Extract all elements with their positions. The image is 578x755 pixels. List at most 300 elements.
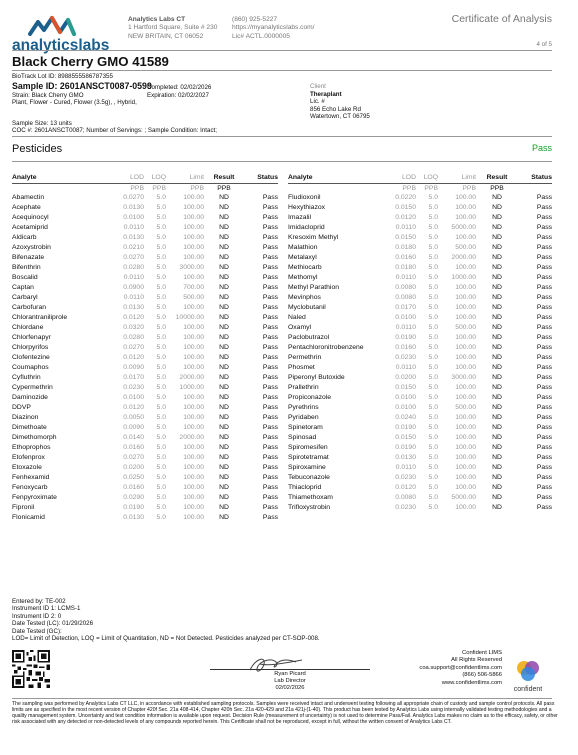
table-row [12, 493, 278, 503]
result-cell: ND [492, 284, 502, 291]
loq-cell: 5.0 [428, 304, 438, 311]
table-row [288, 253, 552, 263]
client-block [310, 83, 370, 121]
analyte-cell: Coumaphos [12, 364, 49, 371]
analyte-cell: Pyrethrins [288, 404, 319, 411]
result-cell: ND [219, 394, 229, 401]
analyte-cell: Kresoxim Methyl [288, 234, 339, 241]
analyte-cell: Flonicamid [12, 514, 45, 521]
loq-cell: 5.0 [156, 224, 166, 231]
limit-cell: 100.00 [455, 414, 476, 421]
loq-cell: 5.0 [428, 324, 438, 331]
loq-cell: 5.0 [428, 434, 438, 441]
limit-cell: 100.00 [455, 194, 476, 201]
limit-cell: 100.00 [183, 204, 204, 211]
analyte-cell: Permethrin [288, 354, 322, 361]
loq-cell: 5.0 [428, 334, 438, 341]
limit-cell: 100.00 [455, 504, 476, 511]
sample-size: Sample Size: 13 units [12, 120, 72, 127]
lod-cell: 0.0270 [123, 344, 144, 351]
logo-text: analyticslabs [12, 37, 110, 54]
lod-cell: 0.0130 [123, 204, 144, 211]
loq-cell: 5.0 [156, 484, 166, 491]
limit-cell: 100.00 [183, 394, 204, 401]
table-row [12, 453, 278, 463]
result-cell: ND [492, 254, 502, 261]
limit-cell: 100.00 [455, 214, 476, 221]
lod-cell: 0.0110 [395, 464, 416, 471]
status-cell: Pass [536, 264, 552, 271]
result-cell: ND [219, 214, 229, 221]
analyte-cell: Thiacloprid [288, 484, 322, 491]
result-cell: ND [492, 304, 502, 311]
analyte-cell: Metalaxyl [288, 254, 317, 261]
table-row [288, 443, 552, 453]
table-row [288, 273, 552, 283]
status-cell: Pass [536, 434, 552, 441]
limit-cell: 3000.00 [179, 264, 204, 271]
limit-cell: 100.00 [183, 324, 204, 331]
result-cell: ND [492, 244, 502, 251]
table-row [288, 383, 552, 393]
lab-name: Analytics Labs CT [128, 16, 186, 23]
limit-cell: 100.00 [455, 344, 476, 351]
status-cell: Pass [262, 514, 278, 521]
analyte-cell: Captan [12, 284, 34, 291]
limit-cell: 500.00 [455, 324, 476, 331]
status-cell: Pass [536, 484, 552, 491]
table-row [288, 483, 552, 493]
analyte-cell: Bifenthrin [12, 264, 41, 271]
loq-cell: 5.0 [428, 264, 438, 271]
limit-cell: 100.00 [455, 294, 476, 301]
analyte-cell: Spinetoram [288, 424, 323, 431]
table-row [12, 413, 278, 423]
result-cell: ND [492, 424, 502, 431]
limit-unit: PPB [190, 185, 204, 192]
status-cell: Pass [536, 384, 552, 391]
loq-cell: 5.0 [428, 454, 438, 461]
limit-cell: 500.00 [455, 404, 476, 411]
header-divider [12, 50, 552, 51]
analyte-cell: Thiamethoxam [288, 494, 333, 501]
limit-cell: 100.00 [183, 494, 204, 501]
analyte-cell: Chlorantraniliprole [12, 314, 68, 321]
lod-cell: 0.0140 [123, 434, 144, 441]
limit-cell: 5000.00 [451, 494, 476, 501]
status-cell: Pass [536, 324, 552, 331]
status-cell: Pass [536, 284, 552, 291]
limit-cell: 100.00 [455, 354, 476, 361]
status-cell: Pass [262, 384, 278, 391]
limit-header: Limit [166, 172, 204, 184]
status-cell: Pass [262, 454, 278, 461]
loq-cell: 5.0 [156, 284, 166, 291]
status-cell: Pass [536, 254, 552, 261]
lims-email[interactable]: coa.support@confidentlims.com [419, 664, 502, 671]
analyte-cell: Clofentezine [12, 354, 50, 361]
lims-website[interactable]: www.confidentlims.com [441, 679, 502, 686]
loq-cell: 5.0 [428, 294, 438, 301]
limit-cell: 100.00 [455, 444, 476, 451]
result-cell: ND [219, 434, 229, 441]
lod-cell: 0.0090 [123, 424, 144, 431]
lod-cell: 0.0900 [123, 284, 144, 291]
lod-unit: PPB [402, 185, 416, 192]
result-cell: ND [492, 364, 502, 371]
lod-cell: 0.0110 [395, 324, 416, 331]
limit-cell: 100.00 [183, 364, 204, 371]
analyte-cell: Pyridaben [288, 414, 319, 421]
loq-cell: 5.0 [156, 374, 166, 381]
limit-cell: 2000.00 [179, 374, 204, 381]
limit-cell: 1000.00 [179, 384, 204, 391]
status-cell: Pass [262, 364, 278, 371]
instrument-1: Instrument ID 1: LCMS-1 [12, 605, 81, 613]
table-row [288, 363, 552, 373]
status-cell: Pass [536, 374, 552, 381]
loq-unit: PPB [152, 185, 166, 192]
lod-cell: 0.0190 [395, 334, 416, 341]
result-unit: PPB [217, 185, 231, 192]
status-cell: Pass [262, 424, 278, 431]
table-row [288, 473, 552, 483]
units-row [288, 184, 552, 194]
lod-cell: 0.0100 [395, 314, 416, 321]
loq-cell: 5.0 [156, 464, 166, 471]
loq-cell: 5.0 [428, 504, 438, 511]
lab-website[interactable]: https://myanalyticslabs.com/ [232, 24, 315, 32]
confident-logo [508, 655, 548, 695]
result-unit: PPB [490, 185, 504, 192]
info-divider [12, 136, 552, 137]
loq-cell: 5.0 [428, 424, 438, 431]
result-cell: ND [219, 294, 229, 301]
loq-cell: 5.0 [156, 274, 166, 281]
result-cell: ND [492, 464, 502, 471]
limit-cell: 100.00 [455, 464, 476, 471]
result-cell: ND [492, 444, 502, 451]
limit-cell: 100.00 [455, 454, 476, 461]
client-name: Theraplant [310, 90, 342, 98]
table-row [12, 223, 278, 233]
result-cell: ND [219, 464, 229, 471]
biotrack-lot: BioTrack Lot ID: 8988555586787355 [12, 73, 113, 80]
lod-cell: 0.0290 [123, 494, 144, 501]
limit-cell: 100.00 [455, 364, 476, 371]
result-cell: ND [219, 424, 229, 431]
lod-cell: 0.0130 [123, 514, 144, 521]
analyte-cell: Etoxazole [12, 464, 42, 471]
loq-cell: 5.0 [428, 214, 438, 221]
analyte-cell: Phosmet [288, 364, 315, 371]
table-row [12, 373, 278, 383]
limit-cell: 100.00 [455, 474, 476, 481]
coc-info: COC #: 2601ANSCT0087; Number of Servings: ; Sample Condition: Intact; [12, 127, 217, 134]
lims-rights: All Rights Reserved [451, 657, 502, 664]
table-row [12, 213, 278, 223]
lod-cell: 0.0180 [395, 264, 416, 271]
loq-cell: 5.0 [428, 444, 438, 451]
status-cell: Pass [536, 394, 552, 401]
result-cell: ND [219, 354, 229, 361]
loq-cell: 5.0 [156, 404, 166, 411]
limit-cell: 2000.00 [179, 434, 204, 441]
limit-cell: 100.00 [455, 314, 476, 321]
loq-cell: 5.0 [428, 384, 438, 391]
loq-cell: 5.0 [156, 394, 166, 401]
table-row [12, 433, 278, 443]
loq-cell: 5.0 [156, 304, 166, 311]
analyte-cell: Carbofuran [12, 304, 47, 311]
section-result: Pass [531, 143, 552, 153]
lod-cell: 0.0090 [123, 364, 144, 371]
qr-code-icon[interactable] [12, 650, 50, 688]
table-row [12, 203, 278, 213]
status-cell: Pass [536, 464, 552, 471]
analyte-cell: Mevinphos [288, 294, 321, 301]
client-address-2: Watertown, CT 06795 [310, 113, 370, 121]
loq-cell: 5.0 [156, 364, 166, 371]
status-cell: Pass [262, 234, 278, 241]
analyte-cell: Spiromesifen [288, 444, 328, 451]
table-header-row [12, 172, 278, 184]
table-row [288, 413, 552, 423]
table-row [288, 493, 552, 503]
result-cell: ND [219, 384, 229, 391]
table-row [12, 243, 278, 253]
table-row [12, 443, 278, 453]
instrument-2: Instrument ID 2: 0 [12, 612, 62, 620]
limit-cell: 5000.00 [451, 224, 476, 231]
lod-cell: 0.0190 [123, 504, 144, 511]
status-cell: Pass [536, 274, 552, 281]
result-cell: ND [492, 504, 502, 511]
lod-cell: 0.0150 [395, 434, 416, 441]
limit-cell: 100.00 [183, 194, 204, 201]
analyte-cell: Propiconazole [288, 394, 332, 401]
status-cell: Pass [536, 204, 552, 211]
lod-cell: 0.0080 [395, 294, 416, 301]
status-cell: Pass [262, 344, 278, 351]
entered-by: Entered by: TE-002 [12, 598, 66, 605]
loq-cell: 5.0 [428, 474, 438, 481]
table-row [288, 233, 552, 243]
signer-name: Ryan Picard [274, 671, 306, 677]
lod-cell: 0.0230 [395, 474, 416, 481]
lod-cell: 0.0130 [395, 454, 416, 461]
analyte-cell: Ethoprophos [12, 444, 51, 451]
pesticide-table-right [288, 172, 552, 513]
loq-cell: 5.0 [428, 484, 438, 491]
limit-cell: 100.00 [183, 514, 204, 521]
analyte-cell: Paclobutrazol [288, 334, 330, 341]
date-tested-gc: Date Tested (GC): [12, 627, 62, 635]
loq-cell: 5.0 [156, 324, 166, 331]
analyte-cell: Aldicarb [12, 234, 37, 241]
table-row [288, 343, 552, 353]
analyte-cell: Malathion [288, 244, 318, 251]
result-cell: ND [492, 384, 502, 391]
limit-cell: 100.00 [455, 484, 476, 491]
result-cell: ND [492, 344, 502, 351]
loq-cell: 5.0 [156, 414, 166, 421]
table-row [288, 203, 552, 213]
sample-strain: Strain: Black Cherry GMO [12, 92, 84, 99]
analyte-cell: Myclobutanil [288, 304, 326, 311]
lab-phone: (860) 925-5227 [232, 16, 278, 23]
limit-cell: 100.00 [183, 224, 204, 231]
table-row [12, 403, 278, 413]
result-cell: ND [492, 314, 502, 321]
analyte-cell: Daminozide [12, 394, 48, 401]
table-row [12, 363, 278, 373]
lod-cell: 0.0280 [123, 334, 144, 341]
table-row [12, 423, 278, 433]
result-cell: ND [492, 454, 502, 461]
lod-cell: 0.0160 [395, 344, 416, 351]
lod-cell: 0.0130 [123, 304, 144, 311]
result-cell: ND [219, 514, 229, 521]
status-cell: Pass [536, 494, 552, 501]
result-cell: ND [219, 284, 229, 291]
analyte-cell: Dimethoate [12, 424, 47, 431]
loq-cell: 5.0 [156, 294, 166, 301]
analyte-cell: Acephate [12, 204, 41, 211]
limit-cell: 100.00 [183, 464, 204, 471]
loq-cell: 5.0 [428, 414, 438, 421]
result-cell: ND [492, 274, 502, 281]
result-cell: ND [492, 234, 502, 241]
result-cell: ND [219, 364, 229, 371]
result-cell: ND [219, 344, 229, 351]
sample-matrix: Plant, Flower - Cured, Flower (3.5g), , Hybrid, [12, 99, 137, 106]
section-title: Pesticides [12, 143, 63, 155]
table-row [288, 453, 552, 463]
status-cell: Pass [536, 304, 552, 311]
result-cell: ND [492, 294, 502, 301]
table-row [288, 293, 552, 303]
client-heading: Client [310, 83, 326, 90]
status-cell: Pass [262, 504, 278, 511]
sample-id: Sample ID: 2601ANSCT0087-0599 [12, 81, 152, 91]
loq-cell: 5.0 [156, 334, 166, 341]
table-row [12, 483, 278, 493]
lod-cell: 0.0110 [123, 274, 144, 281]
result-cell: ND [219, 334, 229, 341]
analyticslabs-logo [12, 10, 122, 54]
section-divider [12, 161, 552, 162]
analyte-cell: Chlordane [12, 324, 44, 331]
limit-cell: 500.00 [455, 244, 476, 251]
result-cell: ND [219, 444, 229, 451]
limit-cell: 700.00 [183, 284, 204, 291]
analyte-cell: Fludioxonil [288, 194, 321, 201]
limit-cell: 100.00 [183, 504, 204, 511]
result-cell: ND [492, 194, 502, 201]
lod-cell: 0.0170 [123, 374, 144, 381]
analyte-cell: Fenpyroximate [12, 494, 57, 501]
result-cell: ND [492, 204, 502, 211]
status-cell: Pass [262, 404, 278, 411]
loq-cell: 5.0 [428, 494, 438, 501]
loq-cell: 5.0 [428, 234, 438, 241]
result-cell: ND [219, 274, 229, 281]
lod-cell: 0.0100 [123, 214, 144, 221]
analyte-cell: Fenhexamid [12, 474, 50, 481]
table-row [288, 463, 552, 473]
table-row [288, 223, 552, 233]
analyte-cell: Tebuconazole [288, 474, 330, 481]
status-cell: Pass [536, 354, 552, 361]
limit-cell: 100.00 [183, 274, 204, 281]
result-cell: ND [219, 484, 229, 491]
limit-cell: 100.00 [455, 264, 476, 271]
loq-cell: 5.0 [156, 194, 166, 201]
lod-cell: 0.0320 [123, 324, 144, 331]
lod-cell: 0.0230 [395, 504, 416, 511]
lod-cell: 0.0270 [123, 454, 144, 461]
table-header-row [288, 172, 552, 184]
status-cell: Pass [262, 274, 278, 281]
analyte-cell: Carbaryl [12, 294, 38, 301]
analyte-cell: Methomyl [288, 274, 318, 281]
lims-info [380, 650, 502, 687]
status-cell: Pass [536, 194, 552, 201]
result-cell: ND [219, 504, 229, 511]
status-cell: Pass [262, 314, 278, 321]
sign-date: 02/02/2026 [275, 684, 305, 691]
lab-contact [232, 16, 314, 41]
table-row [12, 503, 278, 513]
loq-cell: 5.0 [156, 344, 166, 351]
loq-cell: 5.0 [156, 244, 166, 251]
footer-divider [12, 698, 552, 699]
limit-cell: 100.00 [183, 214, 204, 221]
limit-cell: 100.00 [183, 424, 204, 431]
status-cell: Pass [536, 334, 552, 341]
result-cell: ND [492, 494, 502, 501]
result-cell: ND [492, 474, 502, 481]
status-cell: Pass [262, 194, 278, 201]
status-cell: Pass [262, 334, 278, 341]
status-cell: Pass [536, 294, 552, 301]
lod-cell: 0.0220 [395, 194, 416, 201]
table-row [288, 313, 552, 323]
client-address-1: 856 Echo Lake Rd [310, 105, 361, 113]
lod-cell: 0.0120 [395, 214, 416, 221]
table-row [12, 513, 278, 523]
status-cell: Pass [536, 474, 552, 481]
analyte-cell: Boscalid [12, 274, 38, 281]
loq-cell: 5.0 [156, 434, 166, 441]
limit-cell: 500.00 [183, 294, 204, 301]
signer-title: Lab Director [274, 677, 306, 684]
result-cell: ND [219, 374, 229, 381]
status-cell: Pass [262, 264, 278, 271]
table-row [288, 263, 552, 273]
lod-unit: PPB [130, 185, 144, 192]
loq-cell: 5.0 [428, 404, 438, 411]
limit-cell: 100.00 [455, 304, 476, 311]
limit-cell: 100.00 [183, 234, 204, 241]
loq-cell: 5.0 [428, 284, 438, 291]
lod-cell: 0.0230 [395, 354, 416, 361]
loq-cell: 5.0 [156, 214, 166, 221]
lod-cell: 0.0130 [123, 234, 144, 241]
table-row [12, 383, 278, 393]
loq-cell: 5.0 [428, 204, 438, 211]
